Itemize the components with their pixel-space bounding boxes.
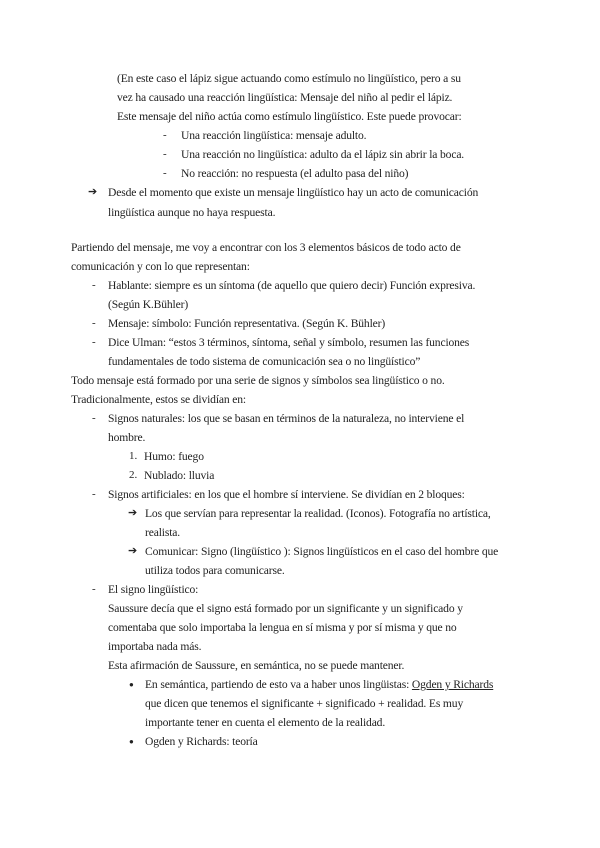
underlined-name: Ogden y Richards (411, 678, 494, 691)
arrow-icon: ➔ (128, 545, 138, 557)
dash-marker: - (92, 279, 96, 291)
text-line: lingüística aunque no haya respuesta. (108, 206, 276, 219)
list-item: Una reacción lingüística: mensaje adulto. (181, 129, 367, 142)
list-item: Humo: fuego (144, 450, 204, 463)
text-line: Este mensaje del niño actúa como estímulo lingüístico. Este puede provocar: (117, 110, 462, 123)
list-item: Ogden y Richards: teoría (145, 735, 258, 748)
text-line: importaba nada más. (108, 640, 202, 653)
list-item: No reacción: no respuesta (el adulto pasa del niño) (181, 167, 409, 180)
list-item: Comunicar: Signo (lingüístico ): Signos lingüísticos en el caso del hombre que (145, 545, 499, 558)
list-item: (Según K.Bühler) (108, 298, 189, 311)
list-item: Signos naturales: los que se basan en términos de la naturaleza, no interviene el (108, 412, 465, 425)
text-line: Desde el momento que existe un mensaje lingüístico hay un acto de comunicación (108, 186, 479, 199)
list-item: Signos artificiales: en los que el hombre sí interviene. Se dividían en 2 bloques: (108, 488, 465, 501)
list-item: El signo lingüístico: (108, 583, 199, 596)
list-item: que dicen que tenemos el significante + significado + realidad. Es muy (145, 697, 464, 710)
text-line: comunicación y con lo que representan: (71, 260, 250, 273)
number-marker: 1. (129, 450, 138, 462)
list-item: Los que servían para representar la realidad. (Iconos). Fotografía no artística, (145, 507, 491, 520)
list-item (145, 675, 493, 694)
text-line: (En este caso el lápiz sigue actuando como estímulo no lingüístico, pero a su (117, 72, 461, 85)
list-item: Hablante: siempre es un síntoma (de aquello que quiero decir) Función expresiva. (108, 279, 476, 292)
arrow-icon: ➔ (128, 507, 138, 519)
text-line: Partiendo del mensaje, me voy a encontrar con los 3 elementos básicos de todo acto de (71, 241, 461, 254)
dash-marker: - (92, 412, 96, 424)
text-line: Tradicionalmente, estos se dividían en: (71, 393, 247, 406)
text-line: comentaba que solo importaba la lengua en sí misma y por sí misma y que no (108, 621, 457, 634)
number-marker: 2. (129, 469, 138, 481)
text-line: vez ha causado una reacción lingüística: Mensaje del niño al pedir el lápiz. (117, 91, 453, 104)
list-item: utiliza todos para comunicarse. (145, 564, 285, 577)
list-item: Una reacción no lingüística: adulto da el lápiz sin abrir la boca. (181, 148, 465, 161)
dash-marker: - (92, 583, 96, 595)
list-item: Nublado: lluvia (144, 469, 215, 482)
dash-marker: - (163, 167, 167, 179)
list-item: fundamentales de todo sistema de comunicación sea o no lingüístico” (108, 355, 421, 368)
text-line: Saussure decía que el signo está formado por un significante y un significado y (108, 602, 463, 615)
text-line: Esta afirmación de Saussure, en semántica, no se puede mantener. (108, 659, 405, 672)
dash-marker: - (92, 336, 96, 348)
text: En semántica, partiendo de esto va a haber unos lingüistas: (145, 678, 412, 691)
text-line: Todo mensaje está formado por una serie de signos y símbolos sea lingüístico o no. (71, 374, 445, 387)
bullet-marker: ● (129, 737, 134, 746)
list-item: importante tener en cuenta el elemento de la realidad. (145, 716, 386, 729)
dash-marker: - (92, 317, 96, 329)
list-item: hombre. (108, 431, 146, 444)
list-item: Mensaje: símbolo: Función representativa. (Según K. Bühler) (108, 317, 386, 330)
bullet-marker: ● (129, 680, 134, 689)
dash-marker: - (163, 148, 167, 160)
dash-marker: - (163, 129, 167, 141)
list-item: Dice Ulman: “estos 3 términos, síntoma, señal y símbolo, resumen las funciones (108, 336, 470, 349)
dash-marker: - (92, 488, 96, 500)
arrow-icon: ➔ (88, 186, 98, 198)
list-item: realista. (145, 526, 181, 539)
